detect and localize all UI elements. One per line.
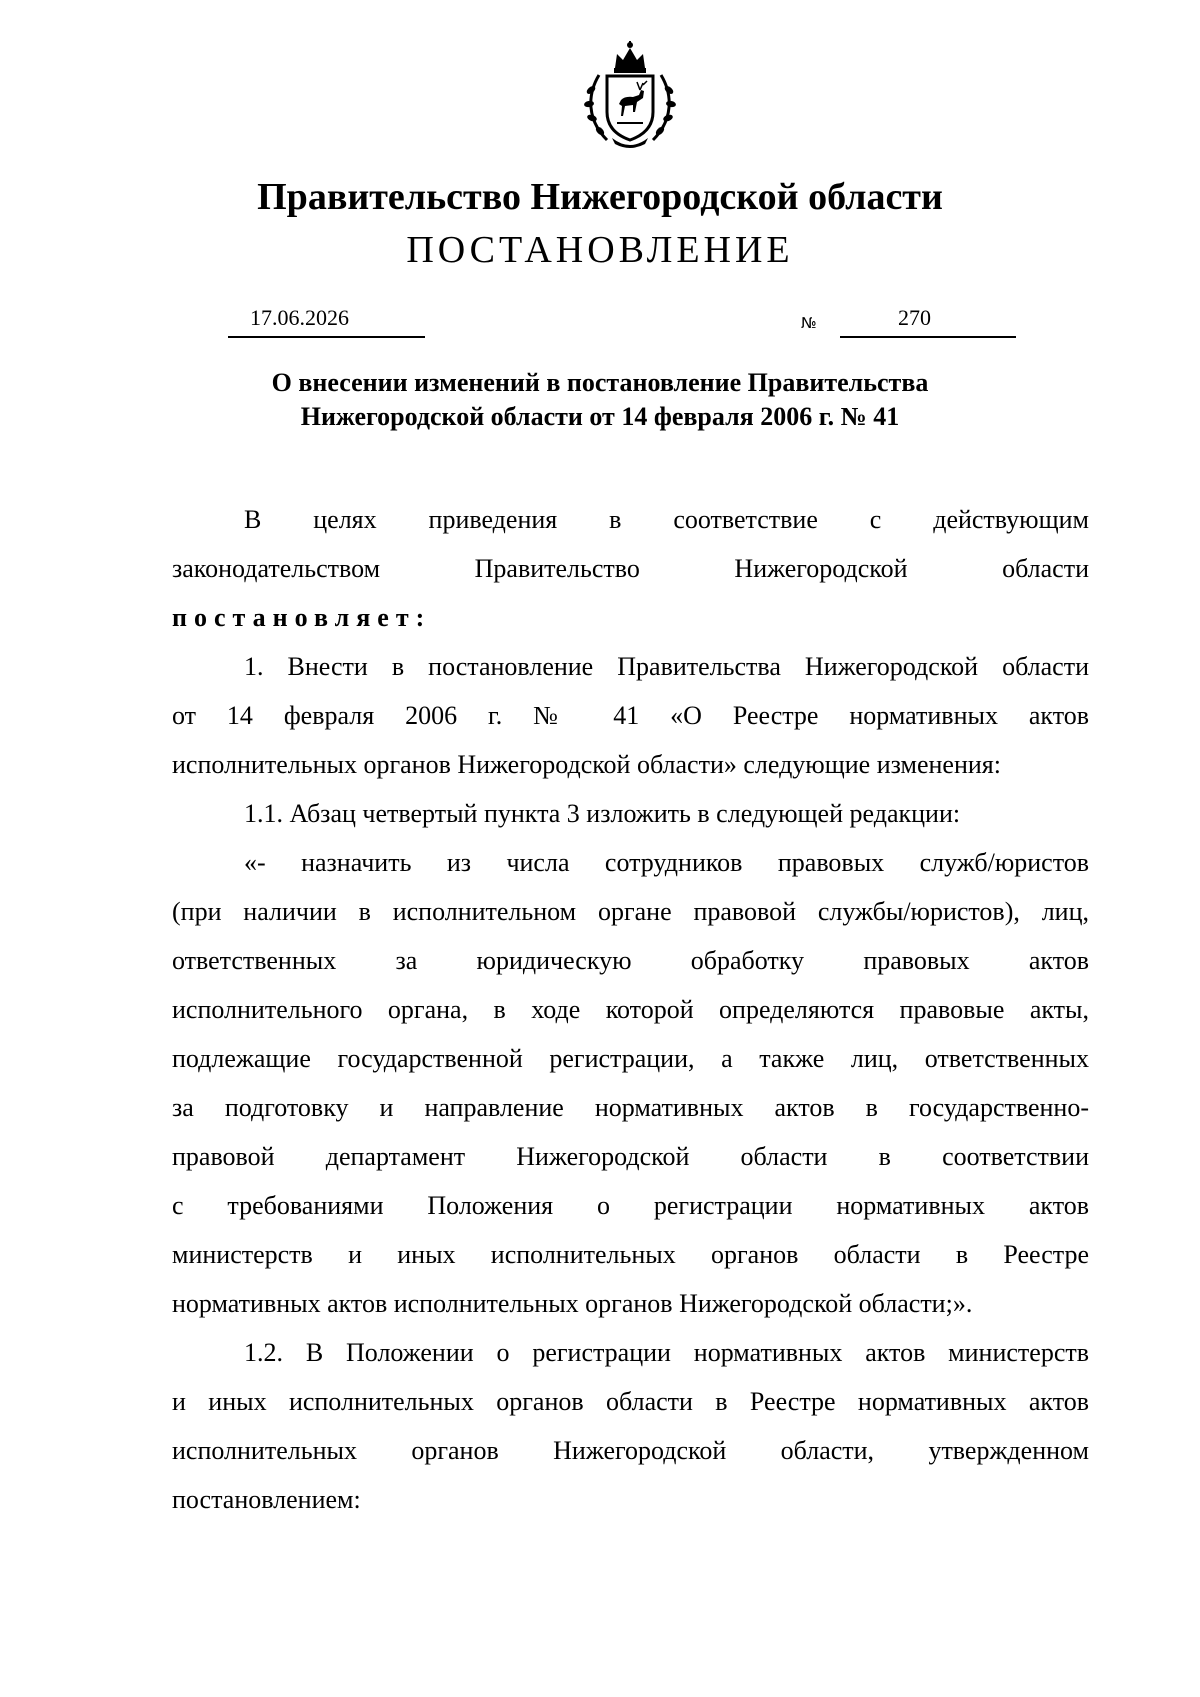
body-line: «- назначить из числа сотрудников правовых служб/юристов	[244, 848, 1089, 877]
body-line: министерств и иных исполнительных органов области в Реестре	[172, 1240, 1089, 1269]
document-type: ПОСТАНОВЛЕНИЕ	[406, 229, 794, 271]
body-line: от 14 февраля 2006 г. № 41 «О Реестре нормативных актов	[172, 701, 1089, 730]
body-line: подлежащие государственной регистрации, а также лиц, ответственных	[172, 1044, 1089, 1073]
coat-of-arms-emblem	[577, 40, 683, 152]
body-line: с требованиями Положения о регистрации нормативных актов	[172, 1191, 1089, 1220]
body-line: 1.2. В Положении о регистрации нормативных актов министерств	[244, 1338, 1089, 1367]
body-line: и иных исполнительных органов области в Реестре нормативных актов	[172, 1387, 1089, 1416]
body-line: постановлением:	[172, 1485, 361, 1514]
body-line: законодательством Правительство Нижегородской области	[172, 554, 1089, 583]
number-sign: №	[801, 314, 817, 332]
document-number: 270	[898, 305, 931, 330]
body-line: исполнительного органа, в ходе которой определяются правовые акты,	[172, 995, 1089, 1024]
resolution-word: постановляет:	[172, 603, 432, 632]
title-line: О внесении изменений в постановление Правительства	[271, 368, 929, 397]
organization-name: Правительство Нижегородской области	[257, 176, 943, 218]
body-line: исполнительных органов Нижегородской области, утвержденном	[172, 1436, 1089, 1465]
document-title	[0, 366, 1200, 434]
body-line: 1.1. Абзац четвертый пункта 3 изложить в следующей редакции:	[244, 799, 961, 828]
body-line: правовой департамент Нижегородской области в соответствии	[172, 1142, 1089, 1171]
body-line: за подготовку и направление нормативных актов в государственно-	[172, 1093, 1089, 1122]
document-date: 17.06.2026	[250, 305, 349, 330]
body-line: (при наличии в исполнительном органе правовой службы/юристов), лиц,	[172, 897, 1089, 926]
body-line: 1. Внести в постановление Правительства Нижегородской области	[244, 652, 1089, 681]
body-line: В целях приведения в соответствие с действующим	[244, 505, 1089, 534]
document-body	[172, 495, 1089, 1524]
document-number-field	[840, 303, 1016, 338]
title-line: Нижегородской области от 14 февраля 2006 г. № 41	[300, 402, 900, 431]
document-date-field	[228, 302, 425, 338]
body-line: исполнительных органов Нижегородской области» следующие изменения:	[172, 750, 1001, 779]
body-line: нормативных актов исполнительных органов Нижегородской области;».	[172, 1289, 973, 1318]
body-line: ответственных за юридическую обработку правовых актов	[172, 946, 1089, 975]
